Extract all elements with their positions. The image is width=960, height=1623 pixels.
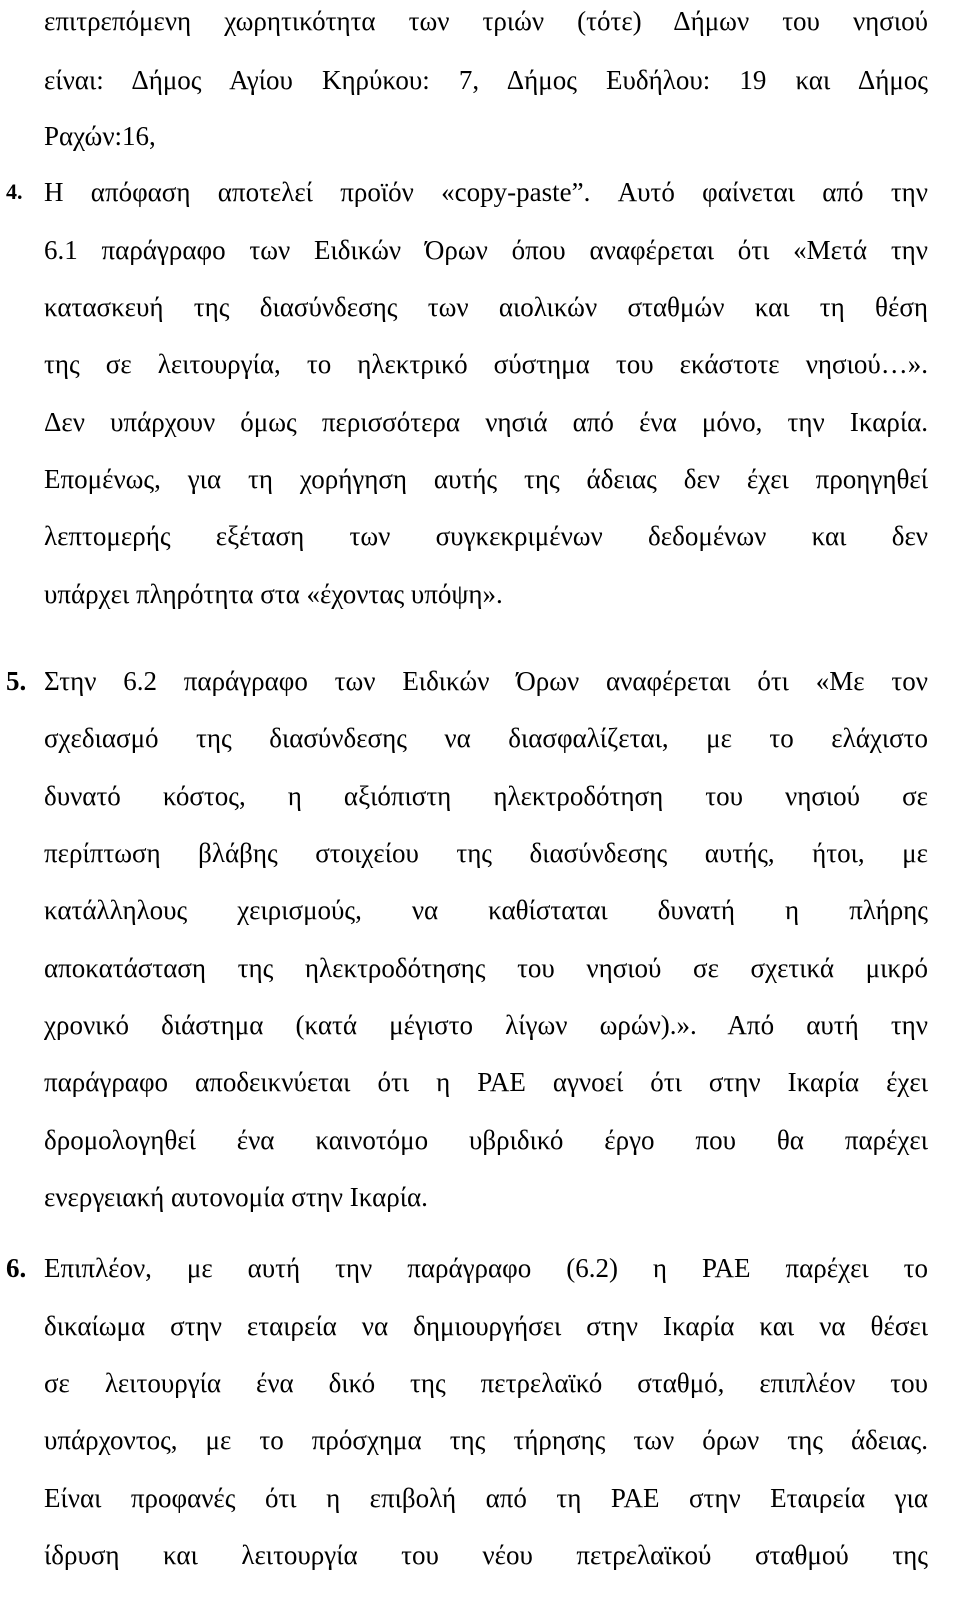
text-line: περίπτωση βλάβης στοιχείου της διασύνδεσης αυτής, ήτοι, με xyxy=(44,838,928,868)
text-line: είναι: Δήμος Αγίου Κηρύκου: 7, Δήμος Ευδήλου: 19 και Δήμος xyxy=(44,65,928,95)
text-line: της σε λειτουργία, το ηλεκτρικό σύστημα του εκάστοτε νησιού…». xyxy=(44,349,928,379)
text-line: σχεδιασμό της διασύνδεσης να διασφαλίζεται, με το ελάχιστο xyxy=(44,723,928,753)
text-line: δυνατό κόστος, η αξιόπιστη ηλεκτροδότηση του νησιού σε xyxy=(44,781,928,811)
text-line: αποκατάσταση της ηλεκτροδότησης του νησιού σε σχετικά μικρό xyxy=(44,953,928,983)
text-line: 6.1 παράγραφο των Ειδικών Όρων όπου αναφέρεται ότι «Μετά την xyxy=(44,235,928,265)
text-line: υπάρχει πληρότητα στα «έχοντας υπόψη». xyxy=(44,579,503,609)
text-line: χρονικό διάστημα (κατά μέγιστο λίγων ωρών).». Από αυτή την xyxy=(44,1010,928,1040)
text-line: Στην 6.2 παράγραφο των Ειδικών Όρων αναφέρεται ότι «Με τον xyxy=(44,666,928,696)
item-number-4: 4. xyxy=(6,179,23,204)
text-line: παράγραφο αποδεικνύεται ότι η ΡΑΕ αγνοεί ότι στην Ικαρία έχει xyxy=(44,1067,928,1097)
text-line: κατασκευή της διασύνδεσης των αιολικών σταθμών και τη θέση xyxy=(44,292,928,322)
text-line: σε λειτουργία ένα δικό της πετρελαϊκό σταθμό, επιπλέον του xyxy=(44,1368,928,1398)
text-line: ίδρυση και λειτουργία του νέου πετρελαϊκού σταθμού της xyxy=(44,1540,928,1570)
text-line: Ραχών:16, xyxy=(44,121,156,151)
text-line: Επιπλέον, με αυτή την παράγραφο (6.2) η ΡΑΕ παρέχει το xyxy=(44,1253,928,1283)
text-line: Δεν υπάρχουν όμως περισσότερα νησιά από ένα μόνο, την Ικαρία. xyxy=(44,407,928,437)
item-number-6: 6. xyxy=(6,1253,27,1283)
text-line: υπάρχοντος, με το πρόσχημα της τήρησης των όρων της άδειας. xyxy=(44,1425,928,1455)
text-line: κατάλληλους χειρισμούς, να καθίσταται δυνατή η πλήρης xyxy=(44,895,928,925)
text-line: επιτρεπόμενη χωρητικότητα των τριών (τότε) Δήμων του νησιού xyxy=(44,6,928,36)
text-line: δρομολογηθεί ένα καινοτόμο υβριδικό έργο που θα παρέχει xyxy=(44,1125,928,1155)
text-line: Επομένως, για τη χορήγηση αυτής της άδειας δεν έχει προηγηθεί xyxy=(44,464,928,494)
text-line: δικαίωμα στην εταιρεία να δημιουργήσει στην Ικαρία και να θέσει xyxy=(44,1311,928,1341)
text-line: ενεργειακή αυτονομία στην Ικαρία. xyxy=(44,1182,428,1212)
text-line: Η απόφαση αποτελεί προϊόν «copy-paste”. Αυτό φαίνεται από την xyxy=(44,177,928,207)
item-number-5: 5. xyxy=(6,666,27,696)
text-line: Είναι προφανές ότι η επιβολή από τη ΡΑΕ στην Εταιρεία για xyxy=(44,1483,928,1513)
text-line: λεπτομερής εξέταση των συγκεκριμένων δεδομένων και δεν xyxy=(44,521,928,551)
